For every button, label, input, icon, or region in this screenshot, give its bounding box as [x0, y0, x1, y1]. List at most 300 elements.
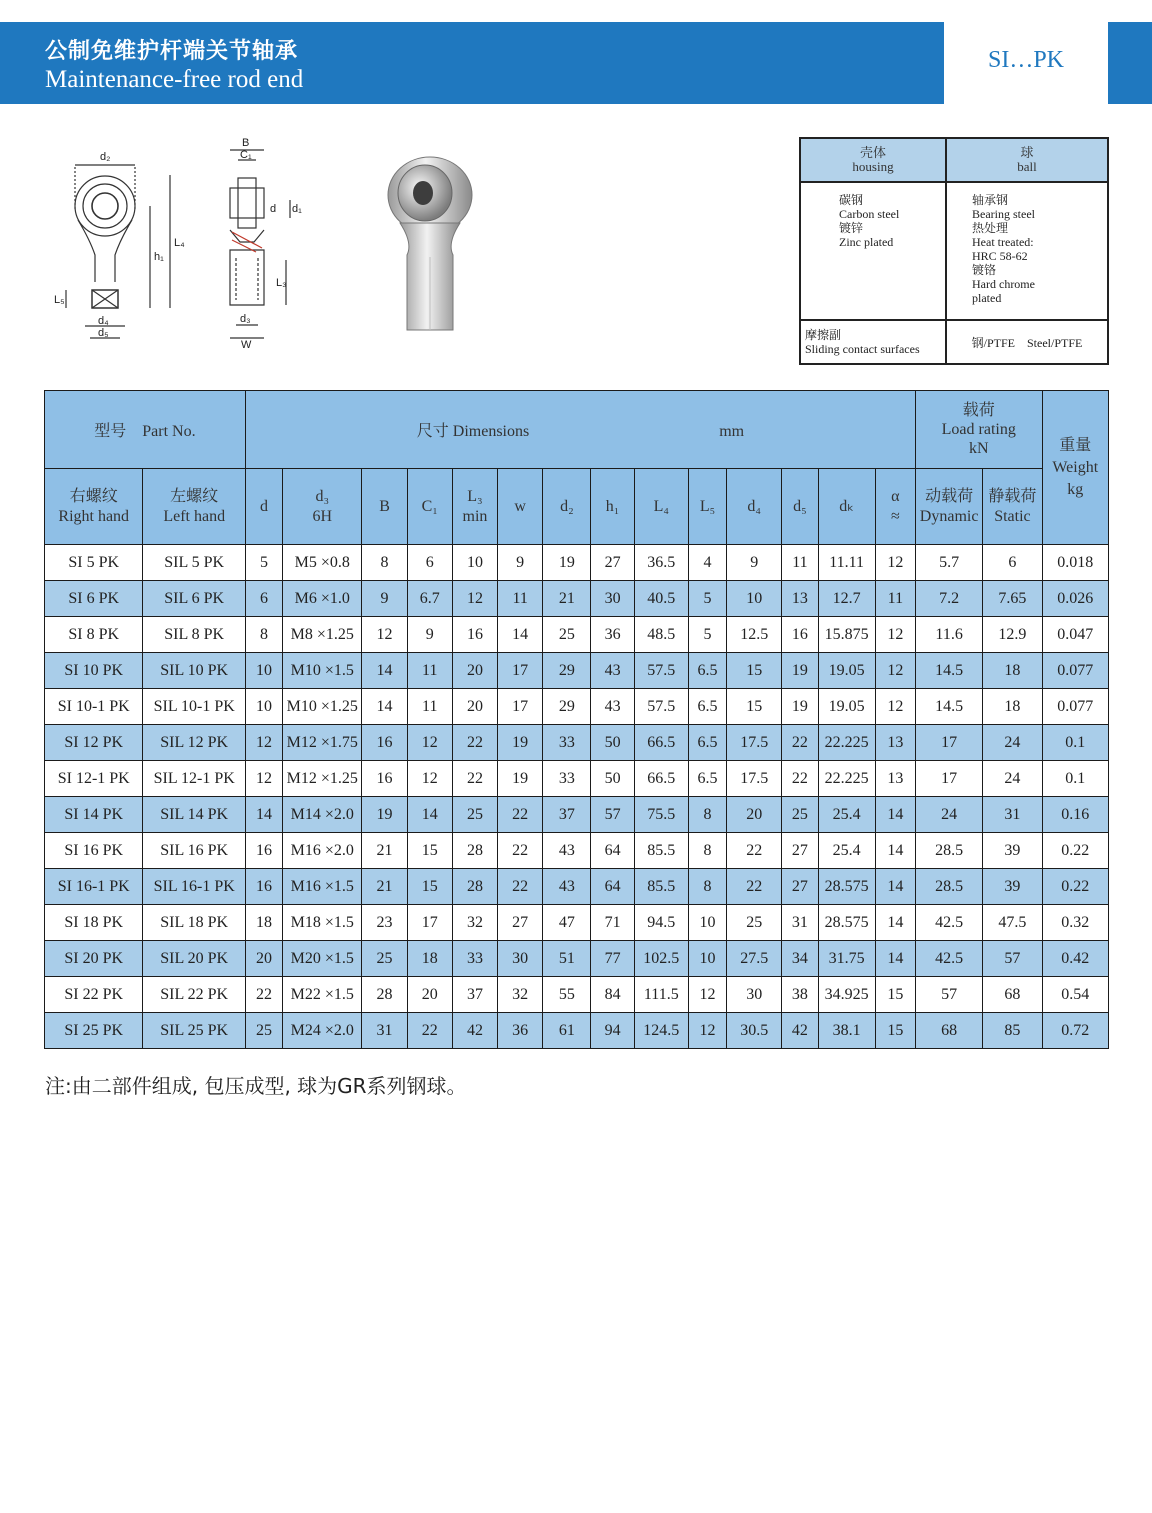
- table-cell: 77: [591, 941, 634, 977]
- table-cell: SIL 10 PK: [143, 653, 245, 689]
- table-cell: 17.5: [727, 725, 782, 761]
- table-cell: 0.1: [1042, 761, 1108, 797]
- label-b: B: [242, 137, 250, 149]
- table-cell: 15: [407, 833, 452, 869]
- table-cell: 47.5: [983, 905, 1042, 941]
- table-cell: 22: [782, 725, 818, 761]
- table-cell: SI 8 PK: [45, 617, 143, 653]
- table-cell: 17: [498, 653, 543, 689]
- table-cell: 10: [727, 581, 782, 617]
- table-cell: 12: [875, 617, 915, 653]
- table-cell: 14: [875, 797, 915, 833]
- table-row: [45, 797, 1109, 833]
- table-cell: M22 ×1.5: [283, 977, 362, 1013]
- table-row: [45, 653, 1109, 689]
- table-cell: 19: [498, 761, 543, 797]
- table-cell: 55: [543, 977, 591, 1013]
- sliding-surface-value: 钢/PTFE Steel/PTFE: [946, 320, 1108, 364]
- table-cell: 17: [407, 905, 452, 941]
- table-cell: 14: [875, 905, 915, 941]
- table-cell: 11.6: [915, 617, 982, 653]
- table-cell: 16: [782, 617, 818, 653]
- table-cell: 10: [452, 545, 497, 581]
- table-cell: 27: [782, 869, 818, 905]
- table-cell: 22: [498, 869, 543, 905]
- table-cell: 6: [407, 545, 452, 581]
- table-cell: 18: [407, 941, 452, 977]
- table-cell: 12: [407, 725, 452, 761]
- table-cell: M16 ×2.0: [283, 833, 362, 869]
- table-cell: 20: [245, 941, 282, 977]
- materials-table: [799, 137, 1109, 365]
- right-hand-header: 右螺纹 Right hand: [45, 469, 143, 545]
- table-cell: SIL 12-1 PK: [143, 761, 245, 797]
- table-cell: SI 25 PK: [45, 1013, 143, 1049]
- table-row: [45, 761, 1109, 797]
- table-cell: 9: [407, 617, 452, 653]
- table-cell: 0.32: [1042, 905, 1108, 941]
- table-cell: 11: [407, 689, 452, 725]
- col-static: 静载荷 Static: [983, 469, 1042, 545]
- table-cell: SIL 16-1 PK: [143, 869, 245, 905]
- table-row: [45, 977, 1109, 1013]
- table-cell: 57.5: [634, 653, 688, 689]
- table-cell: 28.5: [915, 833, 982, 869]
- table-cell: 16: [245, 833, 282, 869]
- table-cell: 30: [591, 581, 634, 617]
- table-cell: 15: [875, 1013, 915, 1049]
- table-row: [45, 545, 1109, 581]
- table-cell: 17: [915, 725, 982, 761]
- table-cell: 7.2: [915, 581, 982, 617]
- table-cell: 23: [362, 905, 407, 941]
- header-band: [0, 22, 944, 104]
- col-l5: L₅: [688, 469, 726, 545]
- table-cell: 61: [543, 1013, 591, 1049]
- load-rating-header: 载荷 Load rating kN: [915, 391, 1042, 469]
- table-cell: SIL 18 PK: [143, 905, 245, 941]
- table-cell: SI 14 PK: [45, 797, 143, 833]
- table-cell: 0.42: [1042, 941, 1108, 977]
- table-cell: 24: [983, 725, 1042, 761]
- technical-drawing: [40, 130, 340, 355]
- table-cell: 16: [362, 761, 407, 797]
- table-cell: SIL 16 PK: [143, 833, 245, 869]
- table-cell: 12: [245, 761, 282, 797]
- table-cell: 24: [983, 761, 1042, 797]
- table-cell: 43: [543, 869, 591, 905]
- table-cell: 10: [245, 653, 282, 689]
- col-b: B: [362, 469, 407, 545]
- table-cell: 50: [591, 761, 634, 797]
- table-cell: 28.5: [915, 869, 982, 905]
- table-cell: SIL 8 PK: [143, 617, 245, 653]
- eye-outer-shape: [75, 176, 135, 236]
- label-d1: d₁: [292, 203, 302, 215]
- table-cell: 17.5: [727, 761, 782, 797]
- table-cell: 10: [245, 689, 282, 725]
- table-cell: 15: [727, 689, 782, 725]
- table-cell: SIL 20 PK: [143, 941, 245, 977]
- table-cell: 16: [245, 869, 282, 905]
- table-cell: 11.11: [818, 545, 875, 581]
- label-d3: d₃: [240, 313, 251, 325]
- table-cell: SIL 14 PK: [143, 797, 245, 833]
- table-cell: 5: [688, 617, 726, 653]
- table-cell: 20: [407, 977, 452, 1013]
- table-cell: 43: [591, 653, 634, 689]
- table-cell: 0.077: [1042, 689, 1108, 725]
- table-row: [45, 581, 1109, 617]
- table-cell: 13: [875, 725, 915, 761]
- table-cell: 14: [875, 941, 915, 977]
- product-photo: [375, 135, 485, 340]
- table-cell: 28.575: [818, 869, 875, 905]
- table-cell: 25: [245, 1013, 282, 1049]
- label-c1: C₁: [240, 149, 252, 161]
- table-cell: 12: [688, 1013, 726, 1049]
- table-cell: 85.5: [634, 833, 688, 869]
- table-cell: 20: [727, 797, 782, 833]
- table-cell: 6: [245, 581, 282, 617]
- table-cell: 14: [245, 797, 282, 833]
- table-cell: 38: [782, 977, 818, 1013]
- table-cell: 28: [362, 977, 407, 1013]
- table-cell: M24 ×2.0: [283, 1013, 362, 1049]
- table-cell: 8: [362, 545, 407, 581]
- table-cell: 12: [875, 653, 915, 689]
- table-cell: 12.9: [983, 617, 1042, 653]
- table-cell: 66.5: [634, 725, 688, 761]
- table-cell: 22: [782, 761, 818, 797]
- table-cell: 33: [452, 941, 497, 977]
- table-cell: 0.72: [1042, 1013, 1108, 1049]
- table-cell: 25: [727, 905, 782, 941]
- table-cell: M5 ×0.8: [283, 545, 362, 581]
- table-cell: 57: [983, 941, 1042, 977]
- table-cell: 37: [543, 797, 591, 833]
- table-cell: M12 ×1.25: [283, 761, 362, 797]
- table-cell: 0.22: [1042, 869, 1108, 905]
- table-cell: 6.5: [688, 725, 726, 761]
- table-cell: 22: [498, 833, 543, 869]
- table-cell: 68: [915, 1013, 982, 1049]
- table-row: [45, 941, 1109, 977]
- table-cell: 11: [782, 545, 818, 581]
- table-cell: 17: [498, 689, 543, 725]
- table-cell: 31: [362, 1013, 407, 1049]
- label-l5: L₅: [54, 294, 65, 306]
- table-cell: SI 10 PK: [45, 653, 143, 689]
- table-cell: M16 ×1.5: [283, 869, 362, 905]
- table-cell: M8 ×1.25: [283, 617, 362, 653]
- table-cell: 15: [727, 653, 782, 689]
- col-d5: d₅: [782, 469, 818, 545]
- table-cell: 33: [543, 725, 591, 761]
- table-cell: SI 18 PK: [45, 905, 143, 941]
- table-cell: 25.4: [818, 797, 875, 833]
- table-cell: SI 16-1 PK: [45, 869, 143, 905]
- table-cell: 0.026: [1042, 581, 1108, 617]
- table-cell: SIL 10-1 PK: [143, 689, 245, 725]
- table-cell: 19: [543, 545, 591, 581]
- table-cell: SI 6 PK: [45, 581, 143, 617]
- table-cell: 40.5: [634, 581, 688, 617]
- table-cell: 5.7: [915, 545, 982, 581]
- table-cell: 66.5: [634, 761, 688, 797]
- table-cell: 20: [452, 689, 497, 725]
- table-cell: 12: [245, 725, 282, 761]
- title-en: Maintenance-free rod end: [45, 66, 304, 93]
- table-cell: 16: [452, 617, 497, 653]
- table-cell: 25: [362, 941, 407, 977]
- table-cell: 6.5: [688, 689, 726, 725]
- col-l3: L₃ min: [452, 469, 497, 545]
- table-cell: 36: [498, 1013, 543, 1049]
- col-l4: L₄: [634, 469, 688, 545]
- table-cell: 94: [591, 1013, 634, 1049]
- table-cell: 39: [983, 833, 1042, 869]
- col-d: d: [245, 469, 282, 545]
- table-cell: 102.5: [634, 941, 688, 977]
- table-cell: 19.05: [818, 653, 875, 689]
- table-cell: 19: [498, 725, 543, 761]
- label-l4: L₄: [174, 237, 185, 249]
- table-cell: 51: [543, 941, 591, 977]
- table-cell: SI 5 PK: [45, 545, 143, 581]
- table-cell: 22: [452, 761, 497, 797]
- table-cell: 14: [498, 617, 543, 653]
- table-cell: 12.5: [727, 617, 782, 653]
- table-row: [45, 1013, 1109, 1049]
- table-cell: 32: [452, 905, 497, 941]
- housing-header: 壳体 housing: [800, 138, 946, 182]
- label-d5: d₅: [98, 327, 109, 339]
- table-cell: 19: [782, 689, 818, 725]
- table-cell: M18 ×1.5: [283, 905, 362, 941]
- table-cell: 34.925: [818, 977, 875, 1013]
- table-cell: 34: [782, 941, 818, 977]
- table-cell: 4: [688, 545, 726, 581]
- spec-table-body: [45, 545, 1109, 1049]
- table-cell: SIL 12 PK: [143, 725, 245, 761]
- table-cell: 7.65: [983, 581, 1042, 617]
- table-cell: 57: [915, 977, 982, 1013]
- table-cell: 85: [983, 1013, 1042, 1049]
- table-cell: 39: [983, 869, 1042, 905]
- table-row: [45, 869, 1109, 905]
- table-cell: 50: [591, 725, 634, 761]
- table-cell: 14: [362, 689, 407, 725]
- table-row: [45, 905, 1109, 941]
- table-cell: M20 ×1.5: [283, 941, 362, 977]
- table-cell: 42: [452, 1013, 497, 1049]
- table-cell: 0.16: [1042, 797, 1108, 833]
- table-cell: 5: [245, 545, 282, 581]
- table-cell: 42.5: [915, 905, 982, 941]
- table-cell: 12: [362, 617, 407, 653]
- table-cell: 27: [498, 905, 543, 941]
- table-cell: 9: [498, 545, 543, 581]
- table-cell: 29: [543, 653, 591, 689]
- table-cell: 94.5: [634, 905, 688, 941]
- col-c1: C₁: [407, 469, 452, 545]
- table-cell: 19: [782, 653, 818, 689]
- table-cell: 25: [782, 797, 818, 833]
- table-cell: 22: [727, 833, 782, 869]
- table-cell: 0.077: [1042, 653, 1108, 689]
- table-cell: 15: [407, 869, 452, 905]
- table-cell: 29: [543, 689, 591, 725]
- table-cell: 111.5: [634, 977, 688, 1013]
- table-cell: 57.5: [634, 689, 688, 725]
- table-cell: 27: [782, 833, 818, 869]
- table-cell: 20: [452, 653, 497, 689]
- label-d2: d₂: [100, 151, 111, 163]
- table-cell: 10: [688, 905, 726, 941]
- table-cell: 18: [983, 653, 1042, 689]
- table-cell: 24: [915, 797, 982, 833]
- table-cell: 12: [407, 761, 452, 797]
- table-cell: M6 ×1.0: [283, 581, 362, 617]
- col-dk: dₖ: [818, 469, 875, 545]
- table-cell: 71: [591, 905, 634, 941]
- col-d2: d₂: [543, 469, 591, 545]
- footnote: 注:由二部件组成, 包压成型, 球为GR系列钢球。: [45, 1074, 467, 1098]
- table-cell: 9: [362, 581, 407, 617]
- table-cell: SI 22 PK: [45, 977, 143, 1013]
- table-cell: 47: [543, 905, 591, 941]
- ball-header: 球 ball: [946, 138, 1108, 182]
- table-cell: 32: [498, 977, 543, 1013]
- table-cell: 22: [407, 1013, 452, 1049]
- table-cell: 30: [498, 941, 543, 977]
- table-cell: 0.1: [1042, 725, 1108, 761]
- col-alpha: α ≈: [875, 469, 915, 545]
- table-cell: 22: [245, 977, 282, 1013]
- table-cell: 18: [983, 689, 1042, 725]
- table-cell: 28: [452, 833, 497, 869]
- table-cell: 0.047: [1042, 617, 1108, 653]
- table-cell: 8: [688, 833, 726, 869]
- table-cell: 25: [452, 797, 497, 833]
- label-d4: d₄: [98, 315, 109, 327]
- table-cell: 36: [591, 617, 634, 653]
- table-cell: 13: [782, 581, 818, 617]
- table-cell: 64: [591, 869, 634, 905]
- part-no-header: 型号 Part No.: [45, 391, 246, 469]
- table-cell: 6.5: [688, 761, 726, 797]
- table-cell: SIL 25 PK: [143, 1013, 245, 1049]
- table-cell: 42: [782, 1013, 818, 1049]
- dimensions-header: 尺寸 Dimensions mm: [245, 391, 915, 469]
- table-cell: 8: [688, 797, 726, 833]
- table-cell: 14: [362, 653, 407, 689]
- table-cell: 84: [591, 977, 634, 1013]
- table-cell: 14: [875, 833, 915, 869]
- table-cell: 14.5: [915, 689, 982, 725]
- label-d: d: [270, 203, 277, 215]
- table-cell: SIL 5 PK: [143, 545, 245, 581]
- table-cell: 11: [407, 653, 452, 689]
- table-cell: 57: [591, 797, 634, 833]
- col-dynamic: 动载荷 Dynamic: [915, 469, 982, 545]
- table-cell: 31: [983, 797, 1042, 833]
- table-cell: 42.5: [915, 941, 982, 977]
- table-cell: M12 ×1.75: [283, 725, 362, 761]
- table-cell: 12: [875, 689, 915, 725]
- table-cell: 22: [452, 725, 497, 761]
- table-cell: 25.4: [818, 833, 875, 869]
- table-cell: M14 ×2.0: [283, 797, 362, 833]
- table-cell: 31.75: [818, 941, 875, 977]
- table-cell: 14: [875, 869, 915, 905]
- left-hand-header: 左螺纹 Left hand: [143, 469, 245, 545]
- table-cell: 43: [591, 689, 634, 725]
- table-cell: 22: [727, 869, 782, 905]
- table-cell: 10: [688, 941, 726, 977]
- table-cell: SI 12 PK: [45, 725, 143, 761]
- table-cell: 8: [688, 869, 726, 905]
- table-row: [45, 617, 1109, 653]
- table-cell: 21: [362, 833, 407, 869]
- table-cell: 6: [983, 545, 1042, 581]
- table-cell: 27: [591, 545, 634, 581]
- table-cell: 22: [498, 797, 543, 833]
- table-cell: 25: [543, 617, 591, 653]
- table-row: [45, 725, 1109, 761]
- table-cell: 64: [591, 833, 634, 869]
- table-cell: 12: [688, 977, 726, 1013]
- spec-table: [44, 390, 1109, 1049]
- table-cell: 37: [452, 977, 497, 1013]
- table-row: [45, 833, 1109, 869]
- table-cell: 8: [245, 617, 282, 653]
- label-w: W: [241, 339, 252, 351]
- table-cell: 0.54: [1042, 977, 1108, 1013]
- ball-material: 轴承钢 Bearing steel 热处理 Heat treated: HRC 58-62 镀铬 Hard chrome plated: [946, 182, 1108, 320]
- table-cell: 11: [498, 581, 543, 617]
- table-cell: 33: [543, 761, 591, 797]
- col-w: w: [498, 469, 543, 545]
- table-cell: 21: [543, 581, 591, 617]
- housing-material: 碳钢 Carbon steel 镀锌 Zinc plated: [800, 182, 946, 320]
- table-cell: 15.875: [818, 617, 875, 653]
- table-cell: 75.5: [634, 797, 688, 833]
- table-cell: 14: [407, 797, 452, 833]
- table-cell: 48.5: [634, 617, 688, 653]
- table-cell: 27.5: [727, 941, 782, 977]
- label-h1: h₁: [154, 251, 164, 263]
- table-cell: 68: [983, 977, 1042, 1013]
- table-cell: 0.22: [1042, 833, 1108, 869]
- table-cell: 19: [362, 797, 407, 833]
- table-cell: 30: [727, 977, 782, 1013]
- table-cell: SI 10-1 PK: [45, 689, 143, 725]
- table-cell: 15: [875, 977, 915, 1013]
- table-cell: 21: [362, 869, 407, 905]
- table-cell: 28.575: [818, 905, 875, 941]
- table-cell: 17: [915, 761, 982, 797]
- table-cell: 12: [875, 545, 915, 581]
- table-cell: 19.05: [818, 689, 875, 725]
- table-cell: 43: [543, 833, 591, 869]
- table-cell: 14.5: [915, 653, 982, 689]
- table-row: [45, 689, 1109, 725]
- table-cell: M10 ×1.5: [283, 653, 362, 689]
- title-zh: 公制免维护杆端关节轴承: [45, 39, 299, 64]
- table-cell: 85.5: [634, 869, 688, 905]
